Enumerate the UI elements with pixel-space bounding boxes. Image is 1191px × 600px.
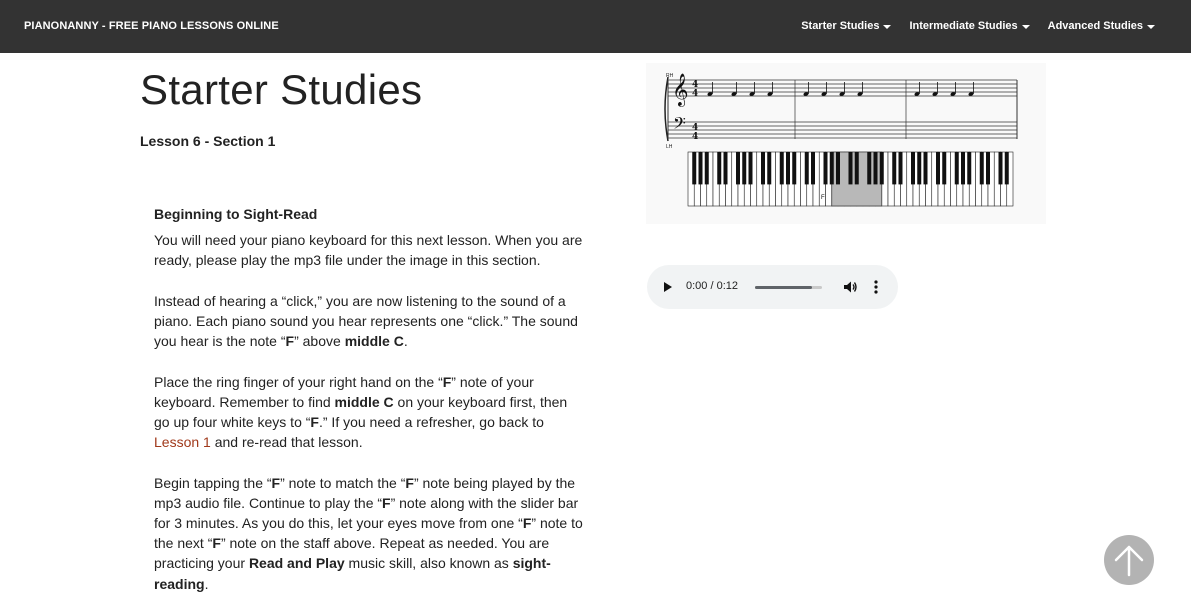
black-key [961, 152, 965, 184]
black-key [999, 152, 1003, 184]
nav-label: Starter Studies [801, 20, 880, 32]
page-title: Starter Studies [140, 66, 423, 113]
audio-player [647, 265, 898, 309]
volume-icon[interactable] [842, 279, 858, 295]
treble-clef-icon: 𝄞 [672, 73, 689, 106]
nav-advanced-studies[interactable] [1048, 20, 1155, 32]
black-key [761, 152, 765, 184]
bass-time-signature-bottom: 4 [692, 132, 699, 142]
scroll-to-top-button[interactable] [1104, 535, 1154, 585]
caret-down-icon [1022, 25, 1030, 29]
highlight-key-label: F [821, 195, 825, 201]
caret-down-icon [1147, 25, 1155, 29]
time-signature-bottom: 4 [692, 89, 699, 99]
paragraph-listening: Instead of hearing a “click,” you are now listening to the sound of a piano. Each piano sound you hear represents one “click.” The sound you hear is the note “F” above middle C. [154, 292, 578, 350]
black-key [811, 152, 815, 184]
black-key [736, 152, 740, 184]
bass-clef-icon: 𝄢 [673, 113, 686, 137]
piano-keyboard [688, 152, 1013, 206]
time-signature-top: 4 [692, 80, 699, 90]
black-key [874, 152, 878, 184]
black-key [849, 152, 853, 184]
black-key [911, 152, 915, 184]
black-key [699, 152, 703, 184]
black-key [936, 152, 940, 184]
black-key [692, 152, 696, 184]
black-key [967, 152, 971, 184]
audio-progress-slider[interactable] [755, 286, 822, 289]
nav-intermediate-studies[interactable] [909, 20, 1029, 32]
more-vert-icon[interactable] [871, 279, 881, 295]
black-key [786, 152, 790, 184]
bass-time-signature-top: 4 [692, 123, 699, 133]
arrow-up-icon [1104, 535, 1154, 585]
paragraph-intro: You will need your piano keyboard for this next lesson. When you are ready, please play the mp3 file under the image in this section. [154, 232, 583, 269]
black-key [917, 152, 921, 184]
top-navigation-bar [0, 0, 1191, 53]
rh-label: RH [666, 73, 674, 79]
black-key [986, 152, 990, 184]
audio-progress-fill [755, 286, 812, 289]
black-key [830, 152, 834, 184]
sheet-music-image [646, 63, 1046, 224]
black-key [749, 152, 753, 184]
black-key [867, 152, 871, 184]
caret-down-icon [883, 25, 891, 29]
black-key [836, 152, 840, 184]
paragraph-practice: Begin tapping the “F” note to match the “F” note being played by the mp3 audio file. Continue to play the “F” note along with the slider bar for 3 minutes. As you do this, let your eyes move from one “F” note to the next “F” note on the staff above. Repeat as needed. You are practicing your Read and Play music skill, also known as sight-reading. [154, 474, 583, 592]
paragraph-finger-placement: Place the ring finger of your right hand on the “F” note of your keyboard. Remember to find middle C on your keyboard first, then go up four white keys to “F.” If you need a refresher, go back to Lesson 1 and re-read that lesson. [154, 373, 568, 451]
play-icon[interactable] [664, 282, 672, 292]
nav-label: Advanced Studies [1047, 20, 1143, 32]
site-brand[interactable]: PIANONANNY - FREE PIANO LESSONS ONLINE [24, 20, 279, 32]
black-key [780, 152, 784, 184]
black-key [942, 152, 946, 184]
black-key [892, 152, 896, 184]
black-key [767, 152, 771, 184]
lesson-subtitle: Lesson 6 - Section 1 [140, 133, 276, 149]
audio-time: 0:00 / 0:12 [686, 280, 738, 292]
black-key [880, 152, 884, 184]
black-key [792, 152, 796, 184]
section-heading: Beginning to Sight-Read [154, 206, 318, 222]
black-key [1005, 152, 1009, 184]
black-key [824, 152, 828, 184]
black-key [724, 152, 728, 184]
black-key [980, 152, 984, 184]
black-key [955, 152, 959, 184]
black-key [742, 152, 746, 184]
black-key [717, 152, 721, 184]
black-key [899, 152, 903, 184]
nav-label: Intermediate Studies [909, 20, 1018, 32]
lesson-1-link[interactable]: Lesson 1 [154, 434, 211, 451]
black-key [855, 152, 859, 184]
lh-label: LH [666, 144, 673, 150]
black-key [805, 152, 809, 184]
black-key [705, 152, 709, 184]
sheet-music-graphic [646, 63, 1046, 224]
main-nav [801, 20, 1155, 32]
black-key [924, 152, 928, 184]
lesson-content [154, 204, 584, 600]
nav-starter-studies[interactable] [801, 20, 891, 32]
